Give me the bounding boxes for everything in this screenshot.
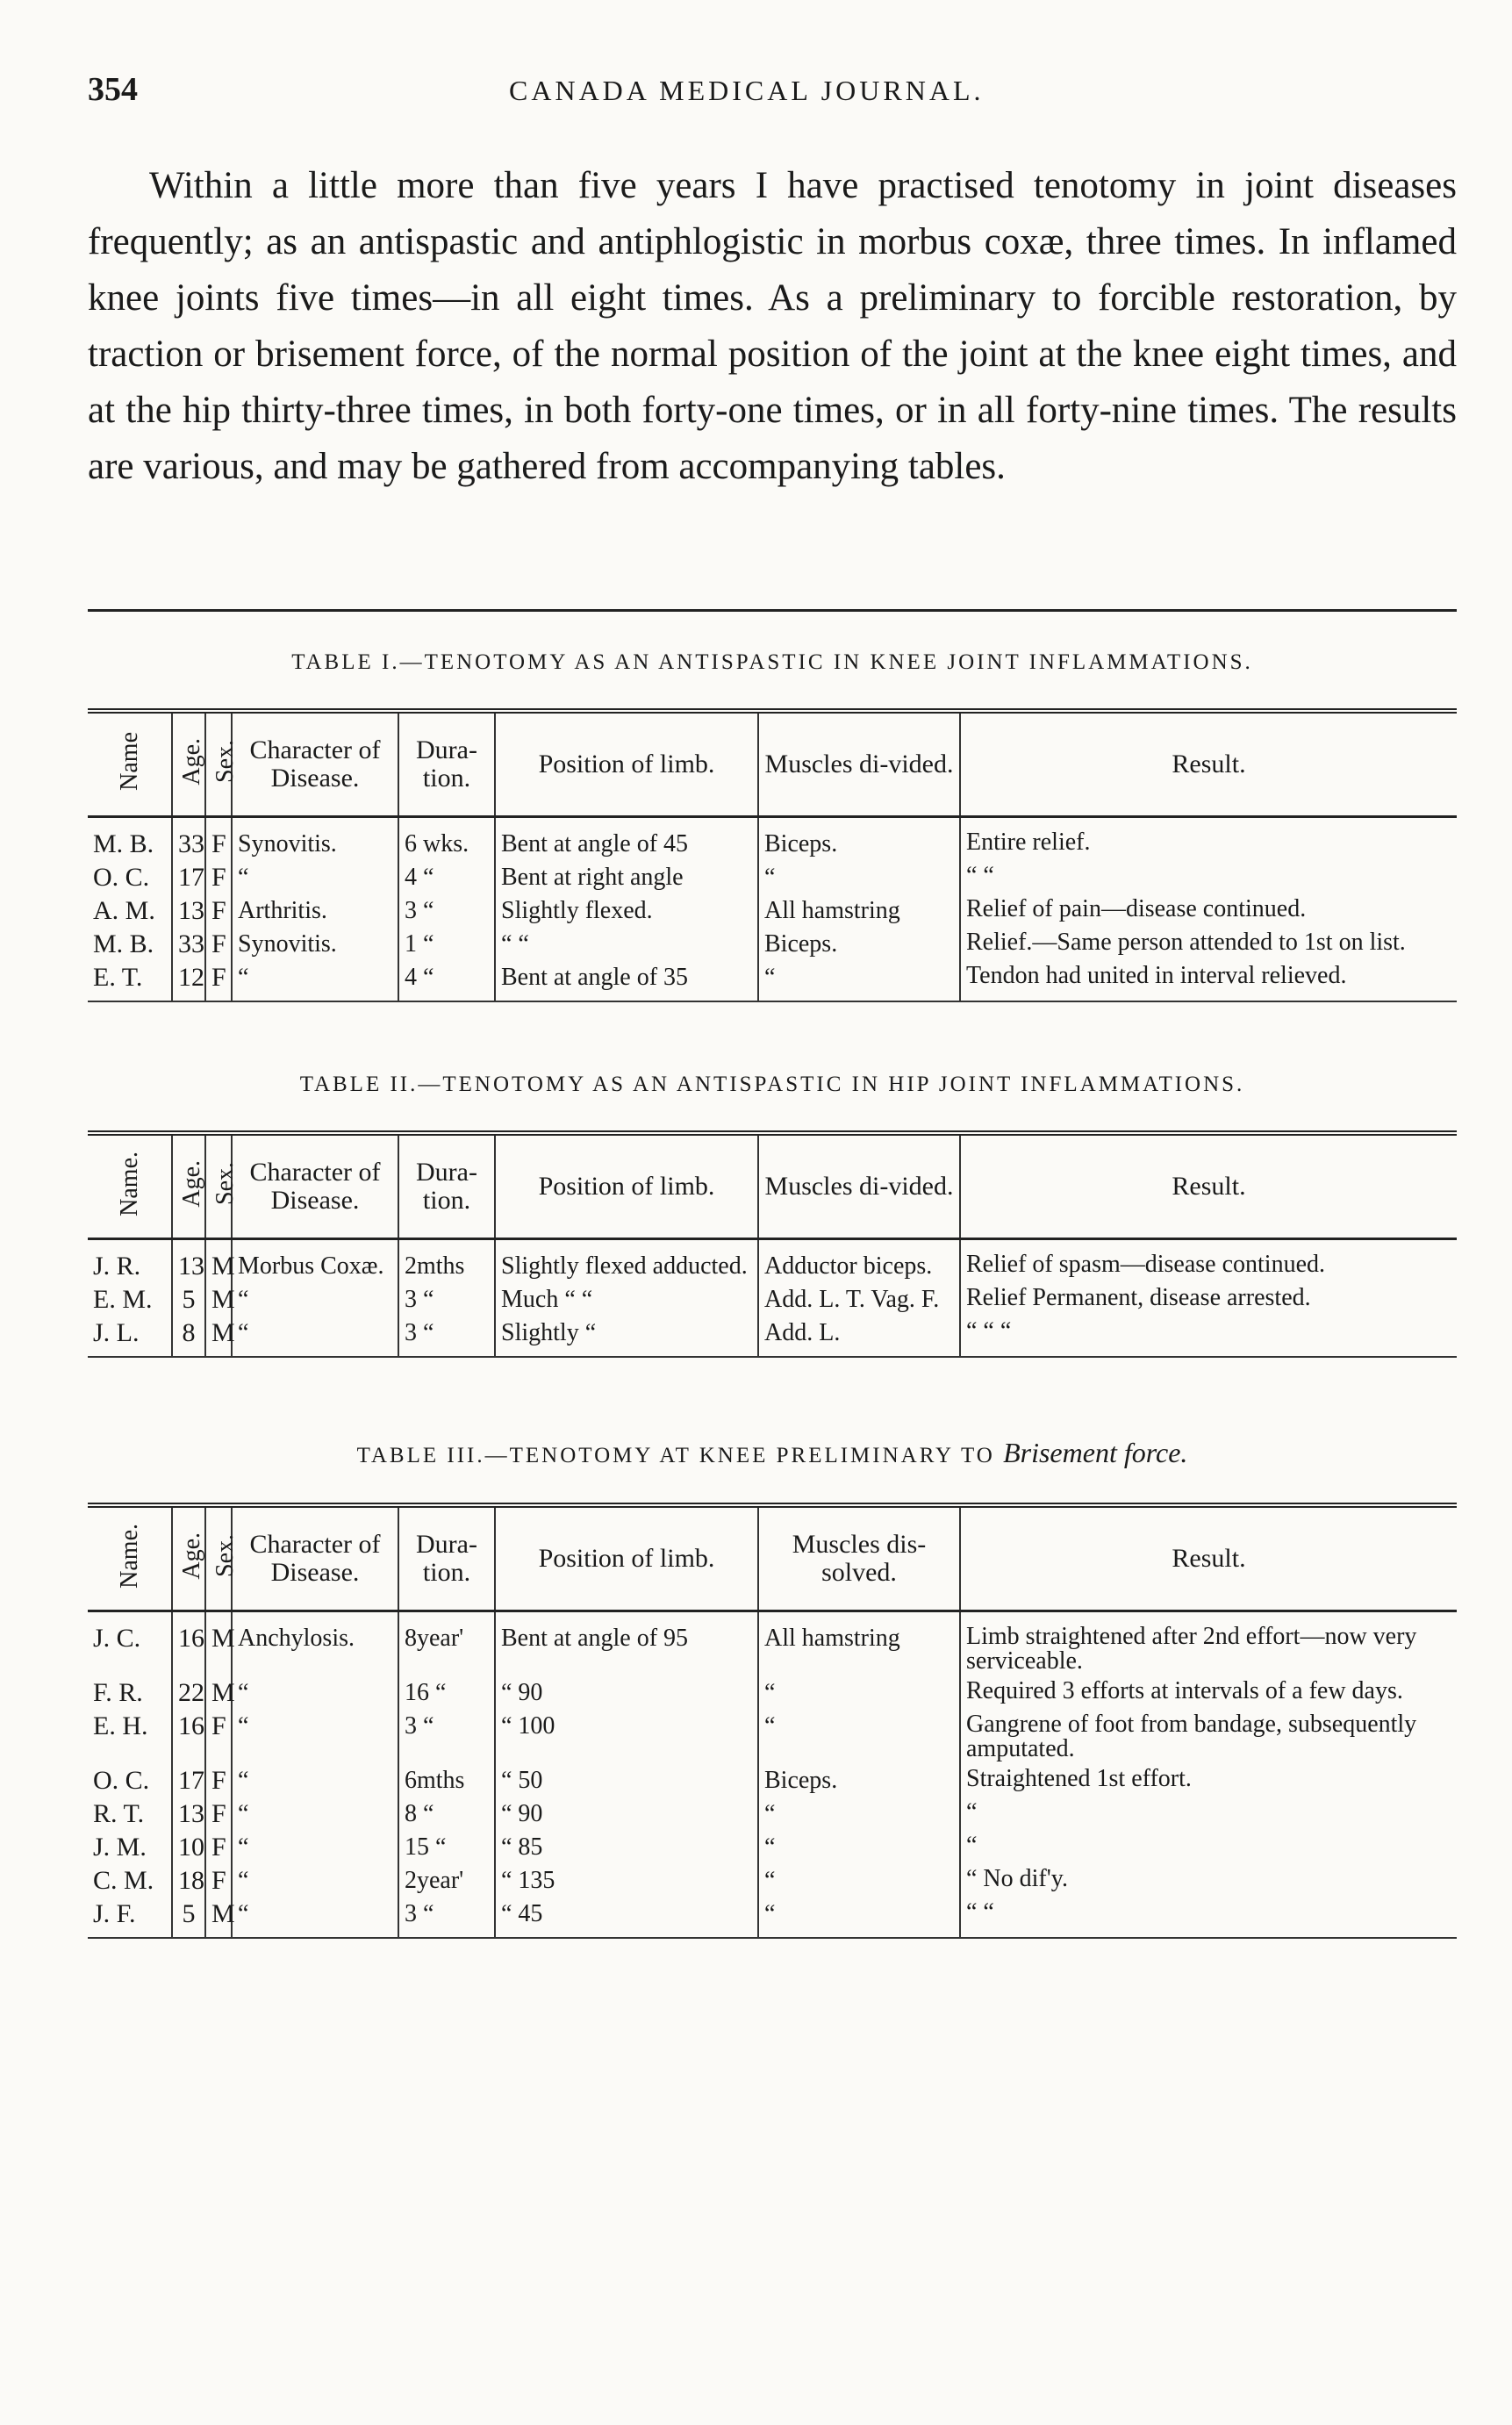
cell-result: Relief Permanent, disease arrested. [960,1283,1457,1317]
table-2-caption: TABLE II.—TENOTOMY AS AN ANTISPASTIC IN HIP JOINT INFLAMMATIONS. [299,1073,1245,1096]
table-3-caption [88,1437,1457,1469]
header-duration: Dura-tion. [398,1133,495,1239]
cell-result: “ “ [960,1898,1457,1938]
header-name: Name [88,711,172,817]
table-row [88,1283,1457,1317]
table-2-section [88,1073,1457,1358]
cell-duration: 1 “ [398,928,495,961]
cell-position: “ 85 [495,1831,758,1864]
cell-position: Bent at angle of 35 [495,961,758,1001]
table-3 [88,1503,1457,1939]
table-row [88,1317,1457,1357]
cell-muscles: “ [758,861,960,894]
cell-age: 13 [172,1239,205,1284]
cell-sex: F [205,861,232,894]
cell-duration: 2year' [398,1864,495,1898]
cell-position: Bent at right angle [495,861,758,894]
cell-duration: 3 “ [398,1898,495,1938]
page [88,70,1457,1939]
cell-muscles: All hamstring [758,894,960,928]
cell-muscles: “ [758,1864,960,1898]
cell-disease: “ [232,861,398,894]
cell-duration: 3 “ [398,1283,495,1317]
cell-result: Relief of spasm—disease continued. [960,1239,1457,1284]
table-1-caption: TABLE I.—TENOTOMY AS AN ANTISPASTIC IN KNEE JOINT INFLAMMATIONS. [291,650,1253,674]
cell-duration: 3 “ [398,1317,495,1357]
table-row [88,894,1457,928]
header-position: Position of limb. [495,1133,758,1239]
cell-name: M. B. [93,929,154,958]
cell-name: C. M. [93,1866,154,1895]
cell-result: Required 3 efforts at intervals of a few days. [960,1676,1457,1710]
cell-name: J. M. [93,1833,147,1862]
cell-duration: 6mths [398,1764,495,1797]
cell-age: 13 [172,1797,205,1831]
cell-result: Straightened 1st effort. [960,1764,1457,1797]
cell-age: 33 [172,928,205,961]
cell-result: Entire relief. [960,817,1457,862]
cell-name: R. T. [93,1799,145,1828]
cell-name: M. B. [93,829,154,858]
cell-result: Relief of pain—disease continued. [960,894,1457,928]
cell-name: A. M. [93,896,155,925]
cell-muscles: All hamstring [758,1611,960,1677]
table-2 [88,1130,1457,1358]
table-row [88,928,1457,961]
table-row [88,861,1457,894]
cell-result: Limb straightened after 2nd effort—now very serviceable. [960,1611,1457,1677]
cell-disease: “ [232,1764,398,1797]
cell-name: J. L. [88,1317,172,1357]
cell-position: Slightly “ [495,1317,758,1357]
cell-age: 12 [172,961,205,1001]
cell-duration: 4 “ [398,861,495,894]
cell-name: O. C. [93,863,150,892]
running-title: CANADA MEDICAL JOURNAL. [509,75,985,106]
cell-name: J. F. [88,1898,172,1938]
cell-position: “ 90 [495,1676,758,1710]
cell-sex: M [205,1676,232,1710]
table-row [88,1864,1457,1898]
cell-sex: F [205,894,232,928]
cell-position: Much “ “ [495,1283,758,1317]
cell-disease: “ [232,1797,398,1831]
table-1-section [88,609,1457,1002]
cell-position: “ 50 [495,1764,758,1797]
cell-muscles: Biceps. [758,1764,960,1797]
cell-duration: 2mths [398,1239,495,1284]
cell-age: 8 [172,1317,205,1357]
header-age: Age. [172,1133,205,1239]
cell-result: Tendon had united in interval relieved. [960,961,1457,1001]
cell-disease: Synovitis. [232,817,398,862]
cell-position: “ 90 [495,1797,758,1831]
cell-disease: “ [232,1676,398,1710]
cell-muscles: Add. L. [758,1317,960,1357]
cell-name: E. M. [93,1285,153,1314]
cell-name: E. H. [93,1711,148,1740]
cell-age: 16 [172,1611,205,1677]
cell-result: “ [960,1831,1457,1864]
cell-position: Slightly flexed adducted. [495,1239,758,1284]
table-3-caption-italic: Brisement force. [1003,1437,1188,1468]
header-duration: Dura-tion. [398,1505,495,1611]
table-row [88,961,1457,1001]
page-number: 354 [88,71,138,108]
cell-duration: 6 wks. [398,817,495,862]
header-sex: Sex. [205,711,232,817]
cell-duration: 15 “ [398,1831,495,1864]
cell-position: “ 45 [495,1898,758,1938]
table-3-caption-prefix: TABLE III.—TENOTOMY AT KNEE PRELIMINARY TO [356,1444,995,1467]
table-row [88,1676,1457,1710]
header-position: Position of limb. [495,711,758,817]
cell-duration: 16 “ [398,1676,495,1710]
cell-position: Bent at angle of 95 [495,1611,758,1677]
cell-position: “ 100 [495,1710,758,1764]
cell-duration: 3 “ [398,894,495,928]
body-paragraph [88,158,1457,495]
cell-age: 5 [172,1283,205,1317]
cell-age: 17 [172,1764,205,1797]
table-row [88,1710,1457,1764]
cell-sex: M [205,1239,232,1284]
cell-duration: 4 “ [398,961,495,1001]
table-3-section [88,1437,1457,1939]
cell-duration: 8 “ [398,1797,495,1831]
cell-disease: “ [232,1317,398,1357]
cell-name: J. C. [93,1624,141,1653]
cell-duration: 8year' [398,1611,495,1677]
cell-disease: “ [232,961,398,1001]
cell-sex: F [205,1864,232,1898]
header-sex: Sex. [205,1505,232,1611]
cell-position: Slightly flexed. [495,894,758,928]
cell-sex: F [205,1831,232,1864]
header-duration: Dura-tion. [398,711,495,817]
cell-sex: M [205,1283,232,1317]
cell-sex: F [205,1710,232,1764]
cell-muscles: “ [758,1797,960,1831]
cell-result: “ “ [960,861,1457,894]
cell-disease: “ [232,1710,398,1764]
cell-sex: F [205,1764,232,1797]
cell-muscles: Biceps. [758,817,960,862]
cell-age: 18 [172,1864,205,1898]
page-header [88,70,1457,123]
cell-muscles: “ [758,961,960,1001]
cell-muscles: Adductor biceps. [758,1239,960,1284]
cell-name: O. C. [93,1766,150,1795]
cell-sex: M [205,1611,232,1677]
header-age: Age. [172,1505,205,1611]
cell-position: “ “ [495,928,758,961]
cell-disease: “ [232,1864,398,1898]
cell-disease: Synovitis. [232,928,398,961]
cell-name: E. T. [88,961,172,1001]
body-text: Within a little more than five years I have practised tenotomy in joint diseases frequently; as an antispastic and antiphlogistic in morbus coxæ, three times. In inflamed knee joints five times—in all eight times. As a preliminary to forcible restoration, by traction or brisement force, of the normal position of the joint at the knee eight times, and at the hip thirty-three times, in both forty-one times, or in all forty-nine times. The results are various, and may be gathered from accompanying tables. [88,165,1457,487]
cell-result: Relief.—Same person attended to 1st on list. [960,928,1457,961]
cell-sex: F [205,817,232,862]
cell-result: “ “ “ [960,1317,1457,1357]
cell-disease: “ [232,1283,398,1317]
cell-age: 17 [172,861,205,894]
table-row [88,1764,1457,1797]
header-disease: Character of Disease. [232,711,398,817]
cell-age: 13 [172,894,205,928]
cell-result: “ [960,1797,1457,1831]
cell-disease: Arthritis. [232,894,398,928]
cell-muscles: “ [758,1831,960,1864]
cell-sex: F [205,1797,232,1831]
table-row [88,1831,1457,1864]
cell-position: “ 135 [495,1864,758,1898]
header-result: Result. [960,1505,1457,1611]
cell-age: 5 [172,1898,205,1938]
cell-sex: F [205,928,232,961]
header-result: Result. [960,1133,1457,1239]
cell-name: J. R. [93,1252,141,1281]
header-muscles: Muscles di-vided. [758,1133,960,1239]
cell-muscles: Biceps. [758,928,960,961]
cell-disease: “ [232,1831,398,1864]
cell-muscles: “ [758,1898,960,1938]
table-row [88,1797,1457,1831]
cell-muscles: Add. L. T. Vag. F. [758,1283,960,1317]
cell-age: 16 [172,1710,205,1764]
header-position: Position of limb. [495,1505,758,1611]
cell-sex: M [205,1898,232,1938]
cell-age: 22 [172,1676,205,1710]
cell-result: Gangrene of foot from bandage, subsequently amputated. [960,1710,1457,1764]
cell-result: “ No dif'y. [960,1864,1457,1898]
header-result: Result. [960,711,1457,817]
header-name: Name. [88,1133,172,1239]
cell-muscles: “ [758,1710,960,1764]
cell-disease: “ [232,1898,398,1938]
cell-position: Bent at angle of 45 [495,817,758,862]
cell-sex: F [205,961,232,1001]
header-muscles: Muscles di-vided. [758,711,960,817]
cell-muscles: “ [758,1676,960,1710]
cell-disease: Anchylosis. [232,1611,398,1677]
header-sex: Sex. [205,1133,232,1239]
table-row [88,1611,1457,1677]
table-row [88,1898,1457,1938]
header-disease: Character of Disease. [232,1133,398,1239]
header-disease: Character of Disease. [232,1505,398,1611]
cell-sex: M [205,1317,232,1357]
header-age: Age. [172,711,205,817]
cell-age: 10 [172,1831,205,1864]
cell-age: 33 [172,817,205,862]
table-row [88,1239,1457,1284]
cell-disease: Morbus Coxæ. [232,1239,398,1284]
header-muscles: Muscles dis-solved. [758,1505,960,1611]
table-row [88,817,1457,862]
cell-name: F. R. [93,1678,143,1707]
cell-duration: 3 “ [398,1710,495,1764]
table-1 [88,708,1457,1002]
header-name: Name. [88,1505,172,1611]
